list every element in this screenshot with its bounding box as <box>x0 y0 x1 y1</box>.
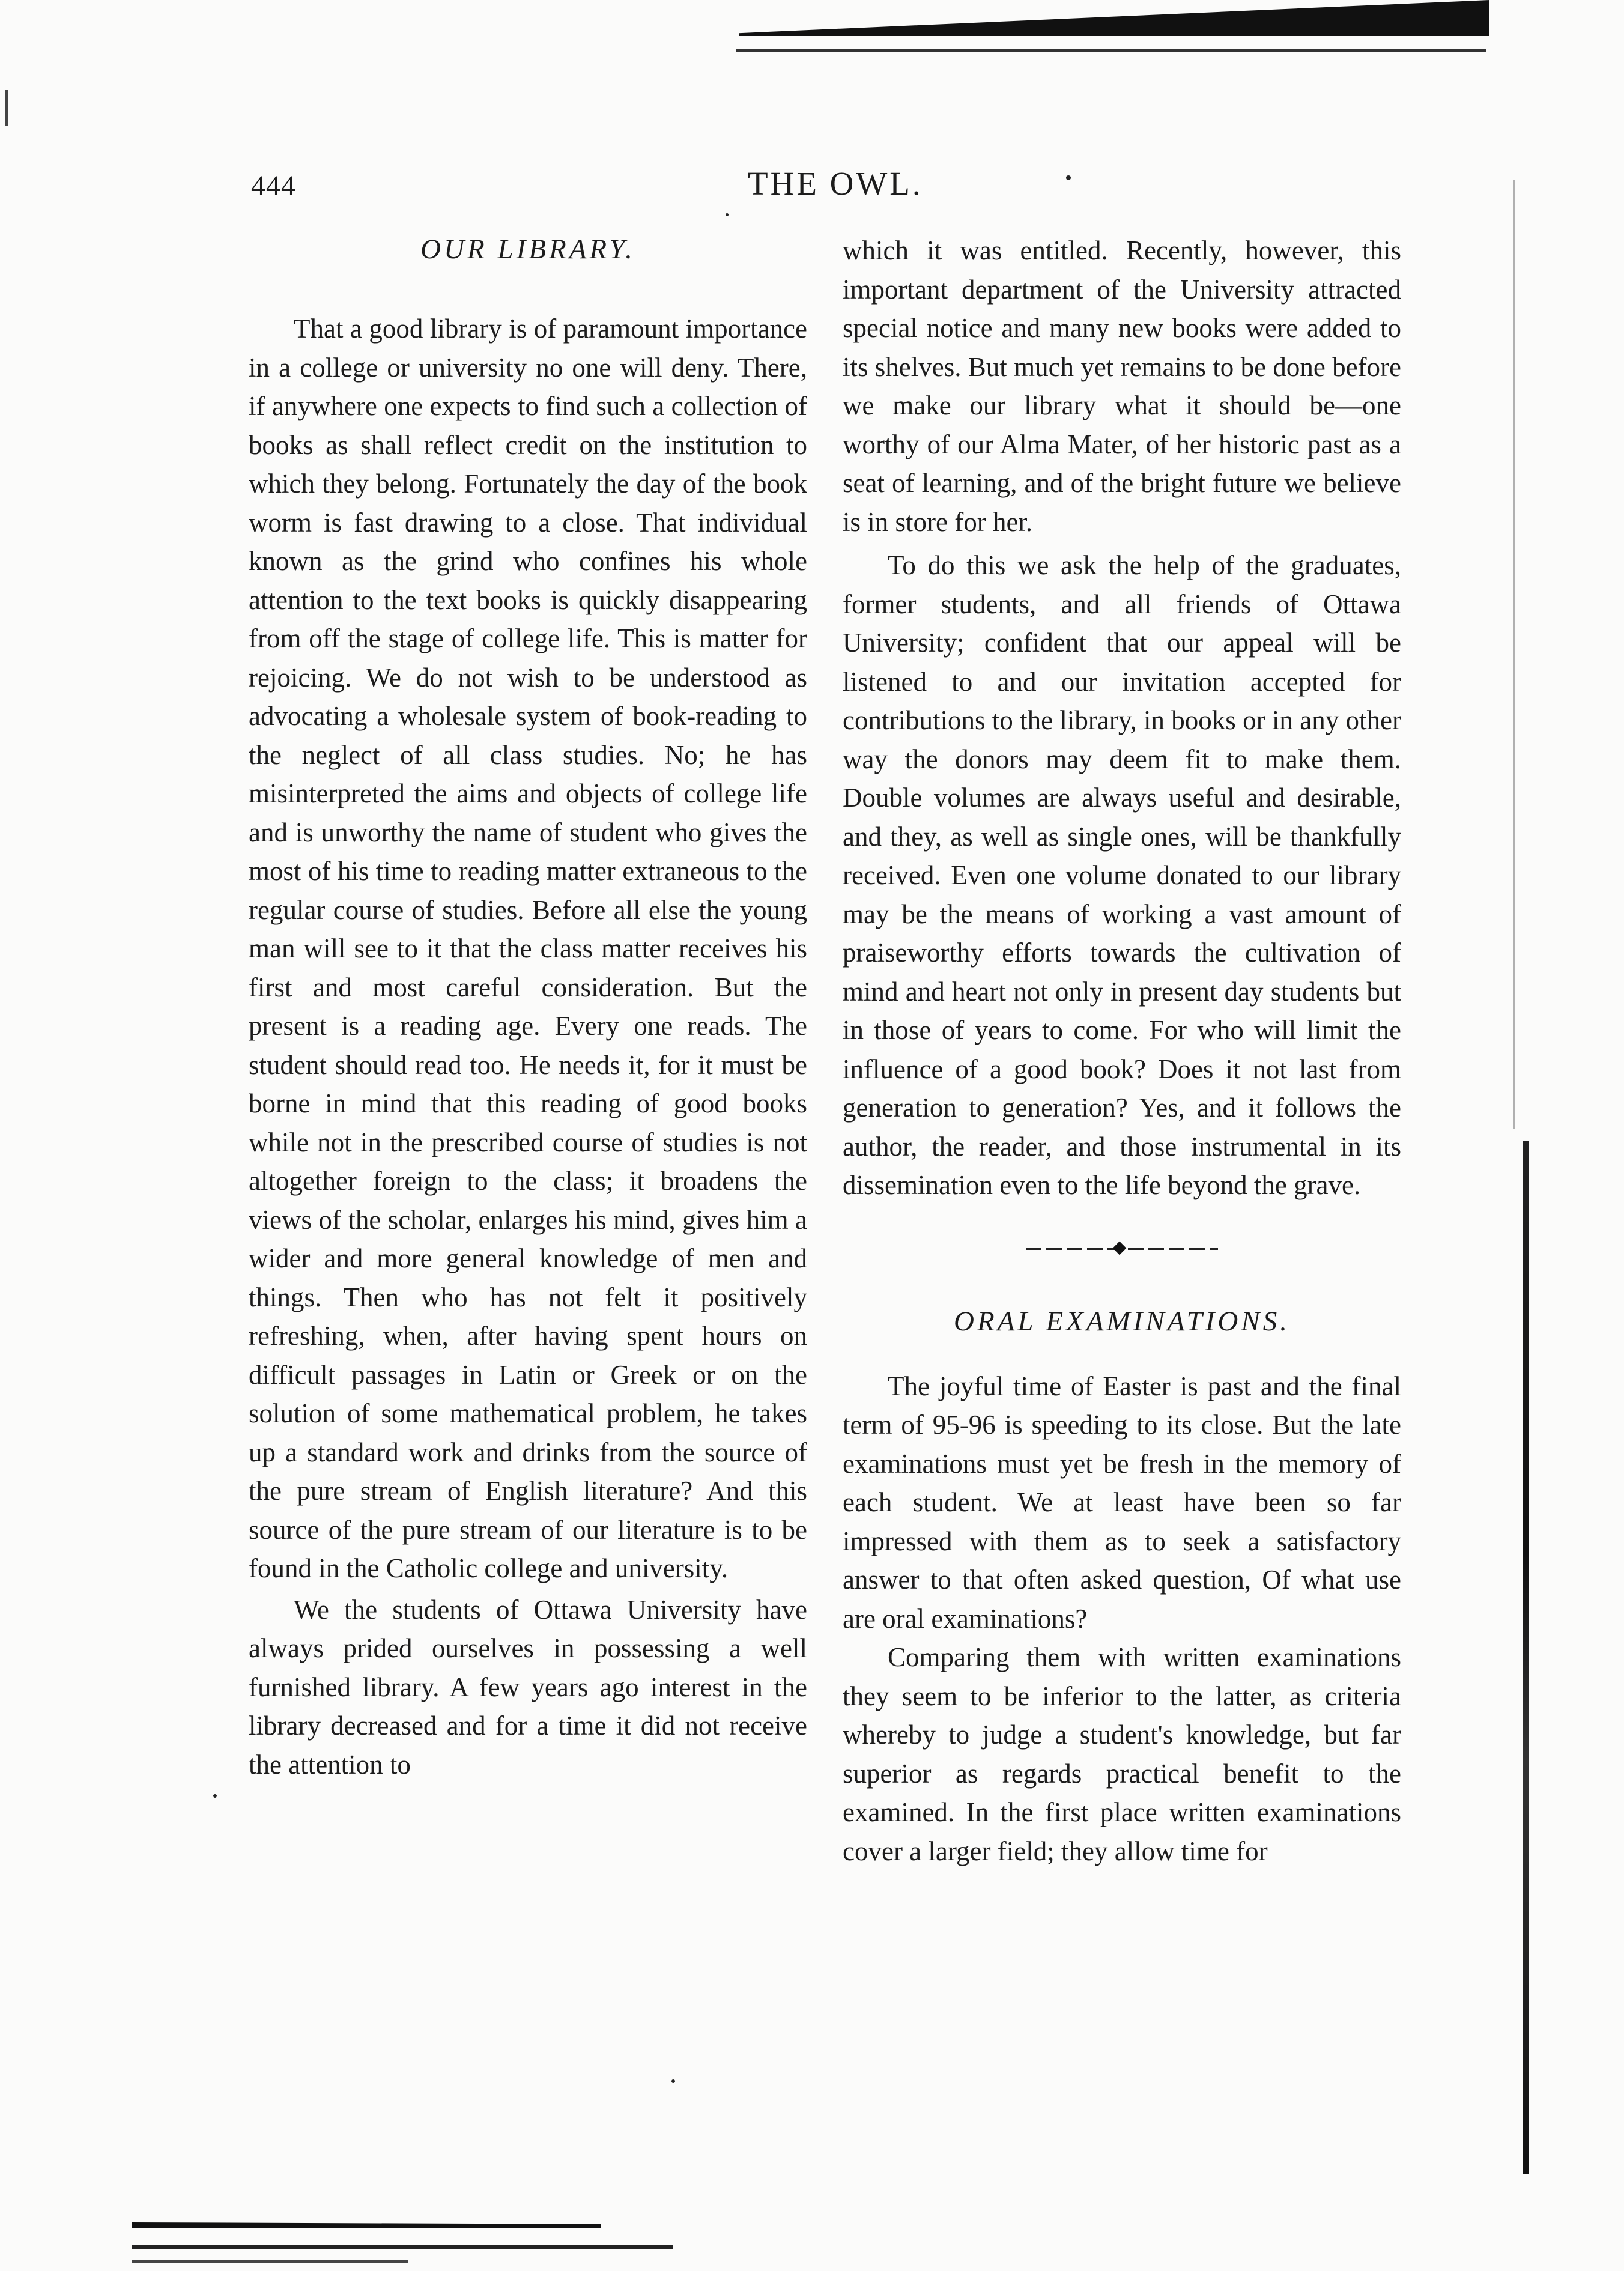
ink-speck <box>671 2079 675 2083</box>
binding-shadow-line <box>1513 180 1515 1129</box>
section-separator <box>1026 1242 1218 1257</box>
right-column <box>843 231 1401 1870</box>
article-paragraph: To do this we ask the help of the graduates, former students, and all friends of Ottawa University; confident that our appeal will be listened to and our invitation accepted for contributions to the library, in books or in any other way the donors may deem fit to make them. Double volumes are always useful and desirable, and they, as well as single ones, will be thankfully received. Even one volume donated to our library may be the means of working a vast amount of praiseworthy efforts towards the cultivation of mind and heart not only in present day students but in those of years to come. For who will limit the influence of a good book? Does it not last from generation to generation? Yes, and it follows the author, the reader, and those instrumental in its dissemination even to the life beyond the grave. <box>843 550 1401 1200</box>
ink-speck <box>213 1794 217 1798</box>
bottom-rule-artifact <box>132 2245 673 2249</box>
top-rule-artifact <box>739 0 1489 36</box>
article-paragraph: Comparing them with written examinations they seem to be inferior to the latter, as criteria whereby to judge a student's knowledge, but far superior as regards practical benefit to the examined. In the first place written examinations cover a larger field; they allow time for <box>843 1642 1401 1866</box>
article-paragraph: That a good library is of paramount importance in a college or university no one will deny. There, if anywhere one expects to find such a collection of books as shall reflect credit on the institution to which they belong. Fortunately the day of the book worm is fast drawing to a close. That individual known as the grind who confines his whole attention to the text books is quickly disappearing from off the stage of college life. This is matter for rejoicing. We do not wish to be understood as advocating a wholesale system of book-reading to the neglect of all class studies. No; he has misinterpreted the aims and objects of college life and is unworthy the name of student who gives the most of his time to reading matter extraneous to the regular course of studies. Before all else the young man will see to it that the class matter receives his first and most careful consideration. But the present is a reading age. Every one reads. The student should read too. He needs it, for it must be borne in mind that this reading of good books while not in the prescribed course of studies is not altogether foreign to the class; it broadens the views of the scholar, enlarges his mind, gives him a wider and more general knowledge of men and things. Then who has not felt it positively refreshing, when, after having spent hours on difficult passages in Latin or Greek or on the solution of some mathematical problem, he takes up a standard work and drinks from the source of the pure stream of English literature? And this source of the pure stream of our literature is to be found in the Catholic college and university. <box>249 314 807 1583</box>
ink-speck <box>726 213 729 216</box>
binding-edge-artifact <box>1523 1141 1529 2174</box>
top-thin-rule <box>736 49 1486 52</box>
article-paragraph-continued: which it was entitled. Recently, however, this important department of the University attracted special notice and many new books were added to its shelves. But much yet remains to be done before we make our library what it should be—one worthy of our Alma Mater, of her historic past as a seat of learning, and of the bright future we believe is in store for her. <box>843 235 1401 537</box>
left-column <box>249 231 807 1784</box>
article-heading-our-library: OUR LIBRARY. <box>420 234 635 265</box>
bottom-rule-artifact <box>132 2222 601 2228</box>
running-title: THE OWL. <box>748 165 923 202</box>
article-heading-oral-examinations: ORAL EXAMINATIONS. <box>954 1305 1290 1337</box>
article-paragraph: The joyful time of Easter is past and the final term of 95-96 is speeding to its close. But the late examinations must yet be fresh in the memory of each student. We at least have been so far impressed with them as to seek a satisfactory answer to that often asked question, Of what use are oral examinations? <box>843 1371 1401 1634</box>
margin-mark <box>5 90 8 126</box>
page-number: 444 <box>251 170 296 202</box>
bottom-rule-artifact <box>132 2260 408 2263</box>
article-paragraph: We the students of Ottawa University have always prided ourselves in possessing a well furnished library. A few years ago interest in the library decreased and for a time it did not receive the attention to <box>249 1594 807 1780</box>
separator-diamond-icon <box>1113 1241 1127 1255</box>
ink-speck <box>1066 175 1071 180</box>
